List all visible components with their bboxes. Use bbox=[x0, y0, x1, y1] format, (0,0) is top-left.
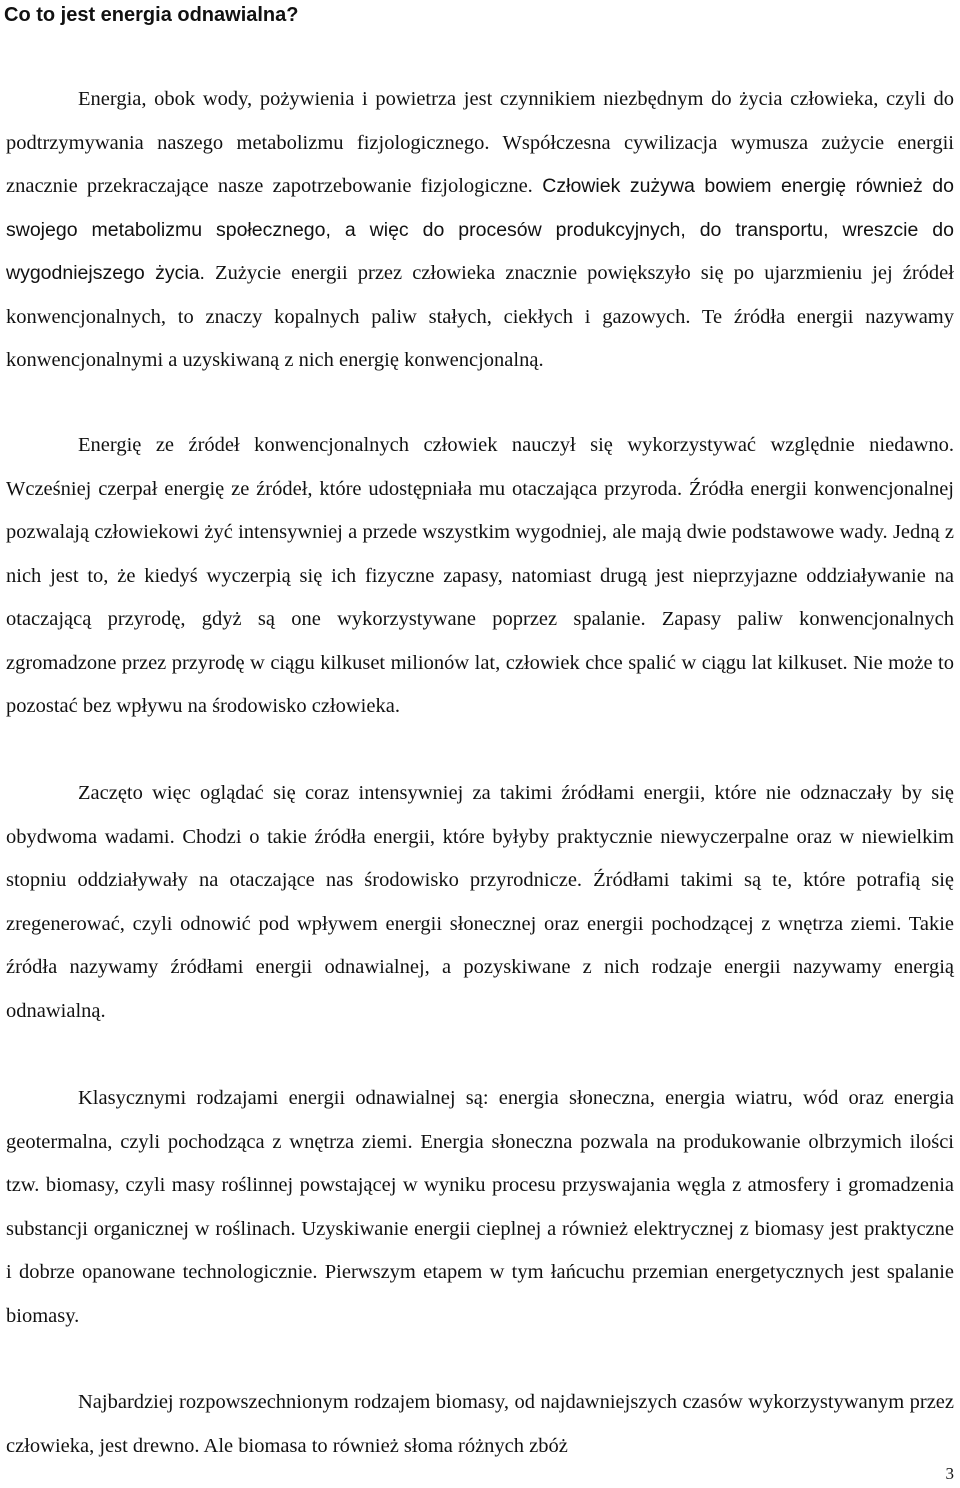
paragraph-1-sentence-2: Człowiek zużywa bowiem energię również do swojego metabolizmu społecznego, a więc do procesów produkcyjnych, do transportu, wreszcie do wygodniejszego życia. bbox=[6, 175, 954, 284]
paragraph-4: Klasycznymi rodzajami energii odnawialnej są: energia słoneczna, energia wiatru, wód oraz energia geotermalna, czyli pochodząca z wnętrza ziemi. Energia słoneczna pozwala na produkowanie olbrzymich ilości tzw. biomasy, czyli masy roślinnej powstającej w wyniku procesu przyswajania węgla z atmosfery i gromadzenia substancji organicznej w roślinach. Uzyskiwanie energii cieplnej a również elektrycznej z biomasy jest praktyczne i dobrze opanowane technologicznie. Pierwszym etapem w tym łańcuchu przemian energetycznych jest spalanie biomasy. bbox=[6, 1087, 954, 1327]
page-number: 3 bbox=[945, 1464, 954, 1483]
paragraph-1-sentence-3: Zużycie energii przez człowieka znacznie powiększyło się po ujarzmieniu jej źródeł konwencjonalnych, to znaczy kopalnych paliw stałych, ciekłych i gazowych. bbox=[6, 262, 954, 328]
page-title: Co to jest energia odnawialna? bbox=[4, 4, 299, 26]
paragraph-5: Najbardziej rozpowszechnionym rodzajem biomasy, od najdawniejszych czasów wykorzystywanym przez człowieka, jest drewno. Ale biomasa to również słoma różnych zbóż bbox=[6, 1391, 954, 1457]
paragraph-1-sentence-4: Te źródła energii nazywamy konwencjonalnymi a uzyskiwaną z nich energię konwencjonalną. bbox=[6, 305, 955, 371]
paragraph-2: Energię ze źródeł konwencjonalnych człowiek nauczył się wykorzystywać względnie niedawno. Wcześniej czerpał energię ze źródeł, które udostępniała mu otaczająca przyroda. Źródła energii konwencjonalnej pozwalają człowiekowi żyć intensywniej a przede wszystkim wygodniej, ale mają dwie podstawowe wady. Jedną z nich jest to, że kiedyś wyczerpią się ich fizyczne zapasy, natomiast drugą jest nieprzyjazne oddziaływanie na otaczającą przyrodę, gdyż są one wykorzystywane poprzez spalanie. Zapasy paliw konwencjonalnych zgromadzone przez przyrodę w ciągu kilkuset milionów lat, człowiek chce spalić w ciągu lat kilkuset. Nie może to pozostać bez wpływu na środowisko człowieka. bbox=[6, 434, 954, 717]
paragraph-3: Zaczęto więc oglądać się coraz intensywniej za takimi źródłami energii, które nie odznaczały by się obydwoma wadami. Chodzi o takie źródła energii, które byłyby praktycznie niewyczerpalne oraz w niewielkim stopniu oddziaływały na otaczające nas środowisko przyrodnicze. Źródłami takimi są te, które potrafią się zregenerować, czyli odnowić pod wpływem energii słonecznej oraz energii pochodzącej z wnętrza ziemi. Takie źródła nazywamy źródłami energii odnawialnej, a pozyskiwane z nich rodzaje energii nazywamy energią odnawialną. bbox=[6, 782, 954, 1022]
paragraph-1 bbox=[6, 78, 954, 383]
paragraph-1-sentence-1: Energia, obok wody, pożywienia i powietrza jest czynnikiem niezbędnym do życia człowieka, czyli do podtrzymywania naszego metabolizmu fizjologicznego. Współczesna cywilizacja wymusza zużycie energii znacznie przekraczające nasze zapotrzebowanie fizjologiczne. bbox=[6, 88, 954, 197]
